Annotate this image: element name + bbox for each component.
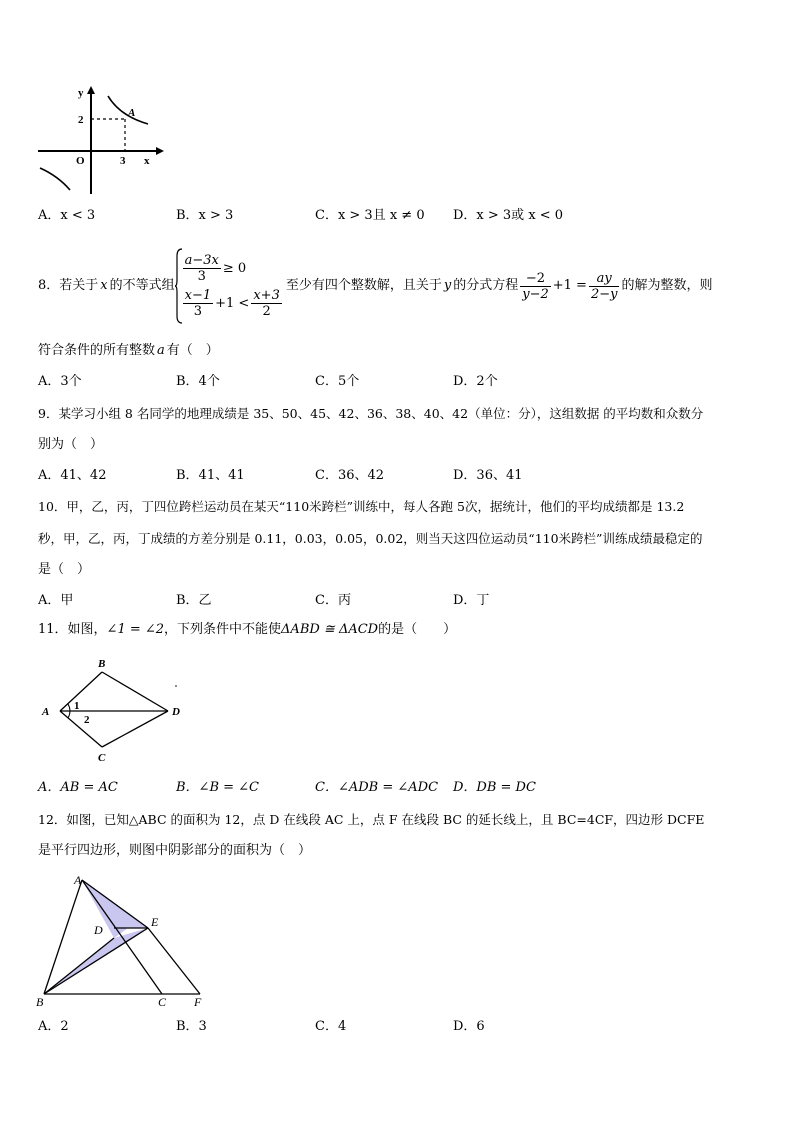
q9-option-b[interactable]: B．41、41: [176, 468, 245, 483]
q8-inequality-1: [183, 253, 282, 284]
segment-be: [44, 928, 148, 994]
hyperbola-branch-lower: [40, 168, 70, 190]
segment-bd: [44, 938, 114, 994]
q10-option-d[interactable]: D．丁: [453, 593, 490, 608]
graph-label-x: x: [144, 155, 150, 167]
segment-ac: [82, 880, 162, 994]
q11-congruence: ΔABD ≅ ΔACD: [281, 622, 379, 637]
q8-inequality-2: [183, 288, 282, 319]
q8-eq-fraction-left: [520, 271, 551, 302]
q12-stem-line2: 是平行四边形，则图中阴影部分的面积为（ ）: [38, 843, 312, 858]
q12-figure-triangle: [34, 870, 214, 1010]
q8-inequality-system: [175, 248, 282, 324]
q10-option-c[interactable]: C．丙: [315, 593, 351, 608]
q8-prefix: 8．若关于: [38, 278, 99, 293]
q10-stem-line3: 是（ ）: [38, 562, 91, 577]
q11-option-c[interactable]: C．∠ADB = ∠ADC: [315, 780, 439, 795]
q11-option-d[interactable]: D．DB = DC: [453, 780, 536, 795]
q12-option-c[interactable]: C．4: [315, 1019, 347, 1034]
q8-line2-end: 有（ ）: [166, 343, 219, 358]
q8-option-a[interactable]: A．3个: [38, 374, 82, 389]
q11-option-a[interactable]: A．AB = AC: [38, 780, 118, 795]
q10-option-a[interactable]: A．甲: [38, 593, 74, 608]
q8-ineq1-fraction: [183, 253, 221, 284]
y-axis-arrow: [87, 86, 95, 94]
q8-ineq2-den2: 2: [251, 303, 282, 319]
fig-label-d: D: [94, 923, 103, 937]
q8-option-d[interactable]: D．2个: [453, 374, 498, 389]
q8-eq-num1: −2: [525, 270, 546, 286]
q8-var-y: y: [443, 278, 452, 293]
segment-ac: [60, 711, 102, 747]
fig-label-b: B: [98, 658, 106, 670]
q8-eq-den2: 2−y: [590, 286, 618, 302]
fig-label-f: F: [194, 995, 202, 1009]
q8-ineq1-rhs: ≥ 0: [222, 260, 247, 276]
q11-stem: [38, 622, 456, 638]
fig-label-c: C: [158, 995, 167, 1009]
q10-stem-line1: 10．甲，乙，丙，丁四位跨栏运动员在某天“110米跨栏”训练中，每人各跑 5次，据统计，他们的平均成绩都是 13.2: [38, 499, 685, 514]
graph-label-y: y: [78, 87, 84, 99]
x-axis-arrow: [156, 147, 164, 155]
q11-text-c: 的是（ ）: [378, 622, 457, 637]
fig-label-a: A: [74, 873, 82, 887]
q7-option-a[interactable]: A．x < 3: [38, 208, 96, 223]
q8-ineq2-num1: x−1: [184, 288, 212, 303]
q12-option-a[interactable]: A．2: [38, 1019, 69, 1034]
fig-label-a: A: [42, 706, 50, 718]
q8-left-brace: [175, 248, 183, 324]
stray-dot: [175, 685, 177, 687]
q11-text-a: 11．如图，: [38, 622, 107, 637]
q7-option-c[interactable]: C．x > 3且 x ≠ 0: [315, 208, 425, 223]
q12-option-b[interactable]: B．3: [176, 1019, 207, 1034]
q8-ineq2-den1: 3: [183, 303, 214, 319]
fig-label-c: C: [98, 752, 106, 764]
q8-ineq2-fraction-left: [183, 288, 214, 319]
q8-ineq2-num2: x+3: [253, 288, 280, 303]
graph-label-point-a: A: [128, 107, 136, 119]
fig-label-one: 1: [74, 700, 80, 712]
q8-line2-text: 符合条件的所有整数: [38, 343, 156, 358]
q9-option-c[interactable]: C．36、42: [315, 468, 385, 483]
q8-ineq1-den: 3: [183, 268, 221, 284]
q10-stem-line2: 秒，甲，乙，丙，丁成绩的方差分别是 0.11，0.03，0.05，0.02，则当天这四位运动员“110米跨栏”训练成绩最稳定的: [38, 531, 703, 546]
graph-label-three: 3: [120, 155, 126, 167]
q8-ineq2-mid: +1 <: [215, 295, 250, 311]
q8-eq-num2: ay: [596, 270, 612, 286]
q11-angle-equation: ∠1 = ∠2: [106, 622, 165, 637]
segment-ab: [44, 880, 82, 994]
q11-figure-kite: [38, 655, 188, 765]
q9-stem-line1: 9．某学习小组 8 名同学的地理成绩是 35、50、45、42、36、38、40、42（单位：分），这组数据 的平均数和众数分: [38, 406, 704, 421]
q8-var-a: a: [157, 343, 165, 358]
q8-mid2: 至少有四个整数解，且关于: [285, 278, 442, 293]
q10-option-b[interactable]: B．乙: [176, 593, 212, 608]
q12-option-d[interactable]: D．6: [453, 1019, 485, 1034]
segment-cd: [102, 711, 168, 747]
shaded-region-upper: [82, 880, 148, 938]
q7-option-d[interactable]: D．x > 3或 x < 0: [453, 208, 564, 223]
q8-option-b[interactable]: B．4个: [176, 374, 220, 389]
q8-var-x: x: [100, 278, 108, 293]
q7-option-b[interactable]: B．x > 3: [176, 208, 234, 223]
graph-label-origin: O: [76, 155, 85, 167]
q8-ineq2-fraction-right: [251, 288, 282, 319]
q8-suffix: 的解为整数，则: [621, 278, 713, 293]
q8-eq-fraction-right: [589, 271, 620, 302]
segment-ab: [60, 672, 102, 711]
q8-ineq1-num: a−3x: [184, 253, 219, 268]
graph-label-two: 2: [78, 114, 84, 126]
fig-label-two: 2: [84, 714, 90, 726]
q9-option-a[interactable]: A．41、42: [38, 468, 107, 483]
q8-option-c[interactable]: C．5个: [315, 374, 360, 389]
q9-stem-line2: 别为（ ）: [38, 437, 104, 452]
fig-label-b: B: [36, 995, 44, 1009]
q8-stem-line1: [38, 248, 712, 324]
q7-function-graph: [36, 84, 166, 196]
fig-label-e: E: [151, 915, 159, 929]
q8-eq-den1: y−2: [522, 286, 549, 302]
q11-option-b[interactable]: B．∠B = ∠C: [176, 780, 259, 795]
q8-stem-line2: [38, 343, 219, 359]
q11-text-b: ，下列条件中不能使: [164, 622, 282, 637]
q8-eq-mid: +1 =: [552, 278, 587, 293]
segment-bd: [102, 672, 168, 711]
q9-option-d[interactable]: D．36、41: [453, 468, 523, 483]
q12-stem-line1: 12．如图，已知△ABC 的面积为 12，点 D 在线段 AC 上，点 F 在线段 BC 的延长线上，且 BC=4CF，四边形 DCFE: [38, 812, 705, 827]
q8-mid3: 的分式方程: [453, 278, 519, 293]
q8-mid1: 的不等式组: [109, 278, 175, 293]
fig-label-d: D: [172, 706, 180, 718]
